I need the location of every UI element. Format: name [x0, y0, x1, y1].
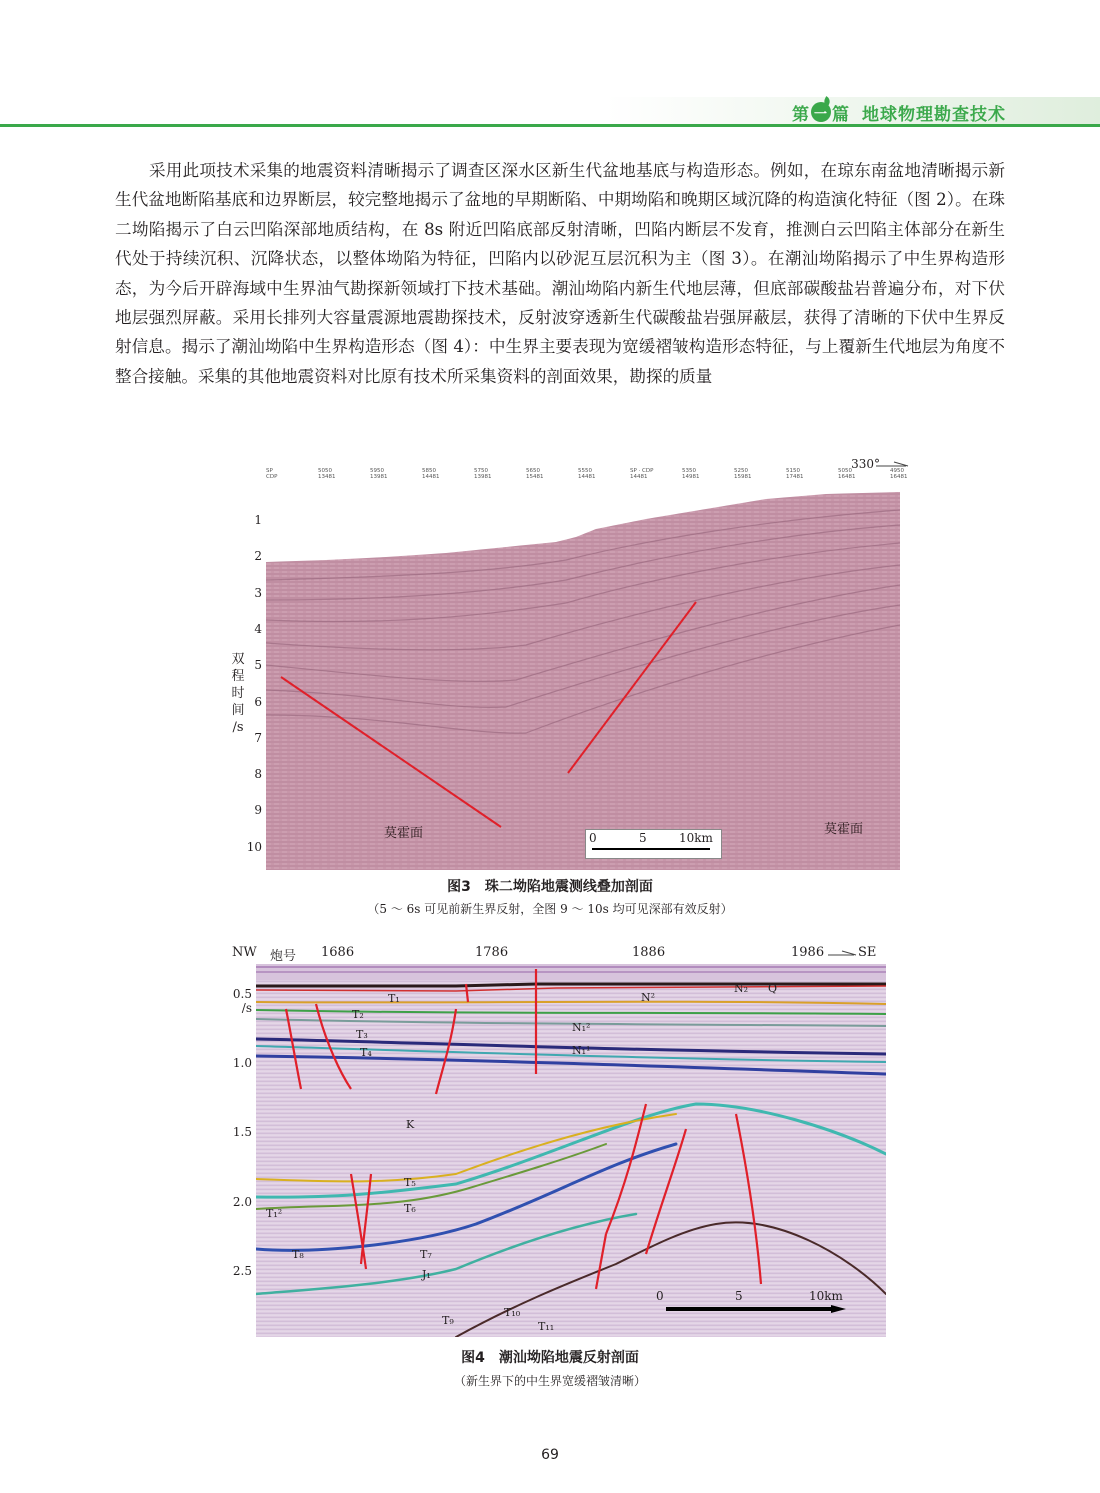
y-label-char: 程 — [231, 669, 245, 684]
horizon-lines — [256, 984, 886, 1337]
shot-point-label: 4950 16481 — [890, 468, 908, 480]
seismic-reflection-plot — [256, 964, 886, 1337]
y-tick-1: 1 — [254, 513, 262, 527]
y-unit: /s — [241, 1001, 252, 1015]
seismic-section-svg — [266, 485, 900, 870]
body-paragraph: 采用此项技术采集的地震资料清晰揭示了调查区深水区新生代盆地基底与构造形态。例如，在琼东南盆地清晰揭示新生代盆地断陷基底和边界断层，较完整地揭示了盆地的早期断陷、中期坳陷和晚期区域沉降的构造演化特征（图 2）。在珠二坳陷揭示了白云凹陷深部地质结构，在 8s 附近凹陷底部反射清晰，凹陷内断层不发育，推测白云凹陷主体部分在新生代处于持续沉积、沉降状态，以整体坳陷为特征，凹陷内以砂泥互层沉积为主（图 3）。在潮汕坳陷揭示了中生界构造形态，为今后开辟海域中生界油气勘探新领域打下技术基础。潮汕坳陷内新生代地层薄，但底部碳酸盐岩普遍分布，对下伏地层强烈屏蔽。采用长排列大容量震源地震勘探技术，反射波穿透新生代碳酸盐岩强屏蔽层，获得了清晰的下伏中生界反射信息。揭示了潮汕坳陷中生界构造形态（图 4）：中生界主要表现为宽缓褶皱构造形态特征，与上覆新生代地层为角度不整合接触。采集的其他地震资料对比原有技术所采集资料的剖面效果，勘探的质量 — [115, 161, 1005, 386]
horizon-N2: N² — [641, 991, 656, 1004]
y-tick-10: 10 — [246, 839, 262, 854]
y-tick-3: 3 — [254, 585, 262, 600]
y-tick-5: 5 — [254, 658, 262, 673]
y-label-char: /s — [232, 720, 244, 735]
y-tick-1.5: 1.5 — [232, 1125, 252, 1139]
shot-point-label: SP CDP — [266, 468, 278, 480]
shot-1686: 1686 — [321, 945, 355, 960]
part-suffix: 篇 — [832, 104, 850, 125]
y-tick-2: 2 — [254, 549, 262, 564]
scale-line — [592, 848, 710, 850]
shot-point-label: SP · CDP 14481 — [630, 468, 654, 480]
horizon-T11: T₁₁ — [538, 1320, 555, 1333]
horizon-T3: T₃ — [356, 1028, 368, 1041]
figure-4-subcaption: （新生界下的中生界宽缓褶皱清晰） — [453, 1374, 646, 1388]
azimuth-label: 330° — [851, 457, 880, 471]
azimuth-arrow-icon — [876, 461, 910, 471]
scale-0: 0 — [589, 831, 597, 845]
scale-5: 5 — [639, 831, 647, 845]
shot-1786: 1786 — [475, 945, 509, 960]
y-tick-2.5: 2.5 — [232, 1264, 252, 1278]
y-label-char: 双 — [231, 652, 245, 667]
shot-point-row — [266, 468, 908, 484]
horizon-T9: T₉ — [442, 1314, 454, 1327]
part-prefix: 第 — [792, 104, 810, 125]
shot-1986: 1986 — [791, 945, 825, 960]
horizon-N11: N₁¹ — [572, 1044, 591, 1057]
figure-4 — [230, 940, 890, 1340]
shot-point-label: 5050 13481 — [318, 468, 336, 480]
shot-point-label: 5550 14481 — [578, 468, 596, 480]
y-tick-8: 8 — [254, 767, 262, 782]
scale-bar-4 — [666, 1305, 846, 1313]
seismic-reflection-svg — [256, 964, 886, 1337]
header-title — [792, 100, 1006, 124]
shot-point-label: 5950 13981 — [370, 468, 388, 480]
scale-10km: 10km — [679, 831, 713, 845]
figure-3-caption: 图3 珠二坳陷地震测线叠加剖面 — [447, 879, 653, 895]
y-tick-6: 6 — [254, 694, 262, 709]
y-label-char: 间 — [231, 703, 245, 718]
y-tick-0.5: 0.5 — [232, 987, 252, 1001]
y-tick-2.0: 2.0 — [232, 1195, 252, 1209]
moho-label-right: 莫霍面 — [824, 822, 864, 837]
figure-3 — [230, 455, 910, 870]
horizon-T6: T₆ — [404, 1202, 416, 1215]
horizon-K: K — [406, 1118, 415, 1131]
horizon-Q: Q — [768, 982, 778, 995]
se-arrow-icon — [828, 950, 858, 960]
moho-label-left: 莫霍面 — [384, 826, 424, 841]
se-label: SE — [858, 945, 877, 960]
section-title: 地球物理勘查技术 — [862, 104, 1006, 125]
y-tick-9: 9 — [254, 803, 262, 818]
scale-bar — [585, 829, 722, 859]
y-tick-1.0: 1.0 — [232, 1056, 252, 1070]
shot-point-label: 5750 13981 — [474, 468, 492, 480]
nw-label: NW — [232, 945, 257, 960]
horizon-T1-2: T₁² — [266, 1207, 283, 1220]
part-number-badge: 一 — [811, 102, 831, 122]
y-label-char: 时 — [231, 686, 245, 701]
horizon-T5: T₅ — [404, 1176, 416, 1189]
horizon-N12: N₁² — [572, 1021, 591, 1034]
horizon-T2: T₂ — [352, 1008, 364, 1021]
page-number: 69 — [541, 1447, 559, 1463]
horizon-T8: T₈ — [292, 1248, 304, 1261]
scale4-5: 5 — [735, 1289, 743, 1303]
shot-point-label: 5650 15481 — [526, 468, 544, 480]
horizon-J1: J₁ — [422, 1268, 431, 1281]
shot-point-label: 5150 17481 — [786, 468, 804, 480]
y-axis-label — [230, 651, 246, 736]
figure-3-subcaption: （5 ～ 6s 可见前新生界反射，全图 9 ～ 10s 均可见深部有效反射） — [367, 902, 733, 916]
seismic-section-plot — [266, 485, 900, 870]
shot-1886: 1886 — [632, 945, 666, 960]
horizon-T1: T₁ — [388, 992, 400, 1005]
figure-4-caption: 图4 潮汕坳陷地震反射剖面 — [461, 1350, 639, 1366]
shot-point-label: 5250 15981 — [734, 468, 752, 480]
scale4-0: 0 — [656, 1289, 664, 1303]
y-tick-4: 4 — [254, 621, 262, 636]
shot-number-label: 炮号 — [270, 949, 297, 964]
shot-point-label: 5050 16481 — [838, 468, 856, 480]
shot-point-label: 5350 14981 — [682, 468, 700, 480]
horizon-T4: T₄ — [360, 1046, 372, 1059]
horizon-N2b: N₂ — [734, 982, 749, 995]
shot-point-label: 5850 14481 — [422, 468, 440, 480]
horizon-T10: T₁₀ — [504, 1306, 521, 1319]
horizon-T7: T₇ — [420, 1248, 432, 1261]
scale4-10km: 10km — [809, 1289, 843, 1303]
y-tick-7: 7 — [254, 730, 262, 745]
